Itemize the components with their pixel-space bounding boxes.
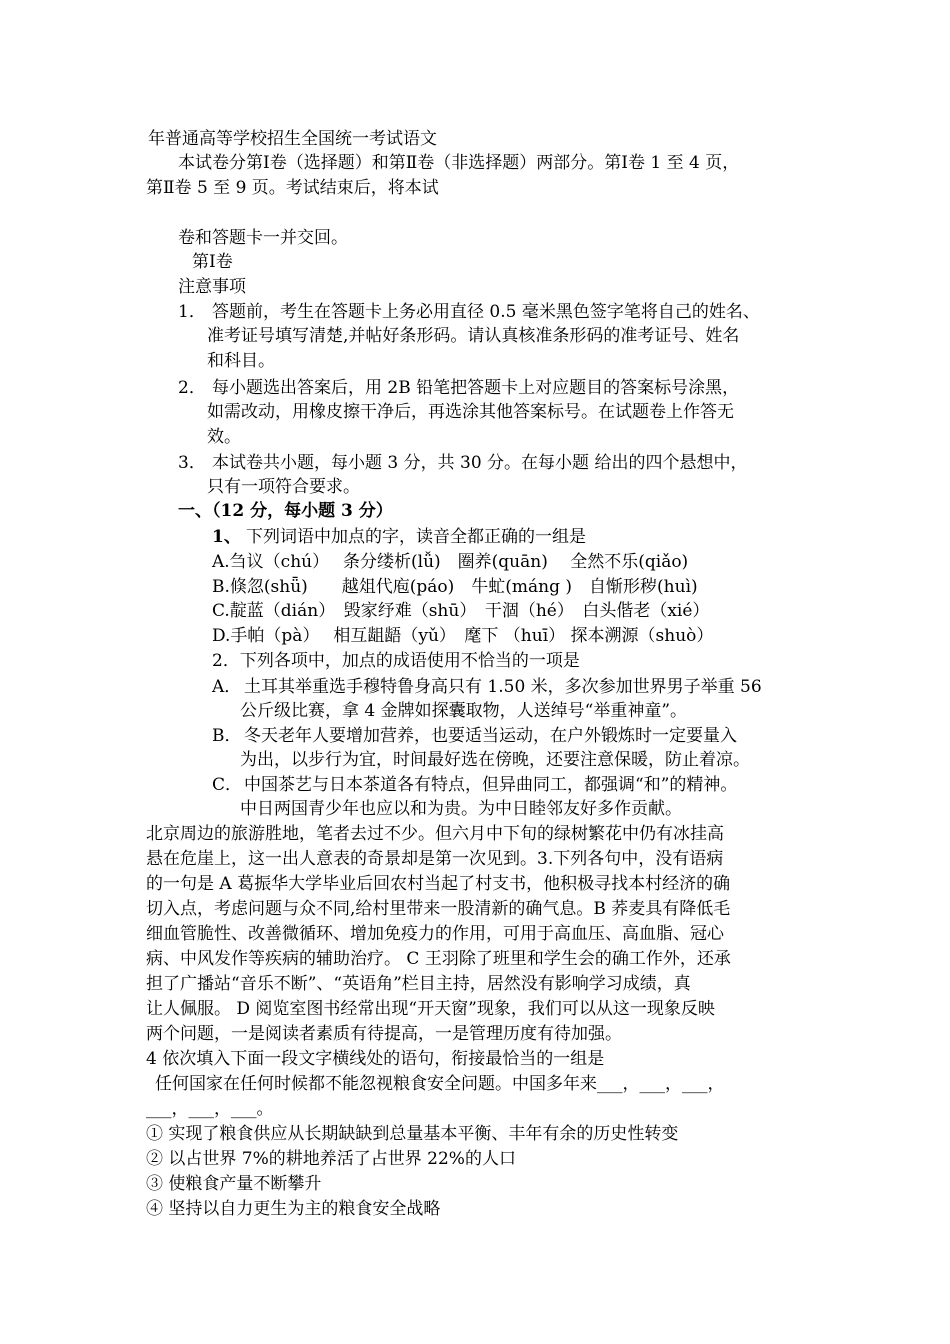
q2-option-a-line-2: 公斤级比赛，拿 4 金牌如探囊取物，人送绰号“举重神童”。 <box>240 701 688 721</box>
q1-option-a: A.刍议（chú） 条分缕析(lǚ) 圈养(quān) 全然不乐(qiǎo) <box>212 552 689 572</box>
volume-title: 第Ⅰ卷 <box>192 252 233 272</box>
exam-title: 年普通高等学校招生全国统一考试语文 <box>148 129 437 149</box>
note-3-line-1: 本试卷共小题，每小题 3 分，共 30 分。在每小题 给出的四个悬想中， <box>212 453 748 473</box>
notes-title: 注意事项 <box>178 277 246 297</box>
note-3-line-2: 只有一项符合要求。 <box>207 477 360 497</box>
q2-option-c-label: C． <box>212 775 243 795</box>
paragraph-line-4: 切入点，考虑问题与众不同,给村里带来一股清新的确气息。B 荞麦具有降低毛 <box>146 899 731 919</box>
note-2-line-2: 如需改动，用橡皮擦干净后，再选涂其他答案标号。在试题卷上作答无 <box>207 402 734 422</box>
q2-option-c-line-1: 中国茶艺与日本茶道各有特点，但异曲同工，都强调“和”的精神。 <box>244 775 738 795</box>
q2-option-a-label: A． <box>212 677 242 697</box>
paragraph-line-5: 细血管脆性、改善微循环、增加免疫力的作用，可用于高血压、高血脂、冠心 <box>146 924 724 944</box>
q1-option-d: D.手帕（pà） 相互龃龉（yǔ） 麾下 （huī） 探本溯源（shuò） <box>212 626 714 646</box>
q4-item-2: ② 以占世界 7%的耕地养活了占世界 22%的人口 <box>146 1149 516 1169</box>
q2-option-c-line-2: 中日两国青少年也应以和为贵。为中日睦邻友好多作贡献。 <box>240 799 682 819</box>
q1-number: 1、 <box>212 527 241 547</box>
paragraph-line-3: 的一句是 A 葛振华大学毕业后回农村当起了村支书，他积极寻找本村经济的确 <box>146 874 731 894</box>
note-1-line-2: 准考证号填写清楚,并帖好条形码。请认真核准条形码的准考证号、姓名 <box>207 326 740 346</box>
q2-option-b-label: B． <box>212 726 242 746</box>
q2-stem: 2．下列各项中，加点的成语使用不恰当的一项是 <box>212 651 580 671</box>
paragraph-line-7: 担了广播站“音乐不断”、“英语角”栏目主持，居然没有影响学习成绩，真 <box>146 974 691 994</box>
note-2-number: 2． <box>178 378 206 398</box>
q2-option-a-line-1: 土耳其举重选手穆特鲁身高只有 1.50 米，多次参加世界男子举重 56 <box>244 677 762 697</box>
q4-passage-line-2: ___，___，___。 <box>146 1099 274 1119</box>
q4-item-3: ③ 使粮食产量不断攀升 <box>146 1174 322 1194</box>
q1-stem: 下列词语中加点的字，读音全都正确的一组是 <box>246 527 586 547</box>
paragraph-line-6: 病、中风发作等疾病的辅助治疗。 C 王羽除了班里和学生会的确工作外，还承 <box>146 949 731 969</box>
note-2-line-1: 每小题选出答案后，用 2B 铅笔把答题卡上对应题目的答案标号涂黑， <box>212 378 740 398</box>
paragraph-line-1: 北京周边的旅游胜地，笔者去过不少。但六月中下旬的绿树繁花中仍有冰挂高 <box>146 824 724 844</box>
q4-stem: 4 依次填入下面一段文字横线处的语句，衔接最恰当的一组是 <box>146 1049 605 1069</box>
section-1-title: 一、（12 分，每小题 3 分） <box>178 501 393 521</box>
q4-passage-line-1: 任何国家在任何时候都不能忽视粮食安全问题。中国多年来___，___，___， <box>155 1074 725 1094</box>
q4-item-4: ④ 坚持以自力更生为主的粮食安全战略 <box>146 1199 441 1219</box>
note-1-line-3: 和科目。 <box>207 351 275 371</box>
intro-line-2: 第Ⅱ卷 5 至 9 页。考试结束后，将本试 <box>146 178 439 198</box>
paragraph-line-9: 两个问题，一是阅读者素质有待提高，一是管理历度有待加强。 <box>146 1024 622 1044</box>
q2-option-b-line-1: 冬天老年人要增加营养，也要适当运动，在户外锻炼时一定要量入 <box>244 726 737 746</box>
paragraph-line-8: 让人佩服。 D 阅览室图书经常出现“开天窗”现象，我们可以从这一现象反映 <box>146 999 715 1019</box>
q1-option-b: B.倏忽(shǖ) 越俎代庖(páo) 牛虻(máng ) 自惭形秽(huì) <box>212 577 698 597</box>
note-1-line-1: 答题前，考生在答题卡上务必用直径 0.5 毫米黑色签字笔将自己的姓名、 <box>212 302 760 322</box>
note-1-number: 1． <box>178 302 206 322</box>
q2-option-b-line-2: 为出，以步行为宜，时间最好选在傍晚，还要注意保暖，防止着凉。 <box>240 750 750 770</box>
paragraph-line-2: 悬在危崖上，这一出人意表的奇景却是第一次见到。3.下列各句中，没有语病 <box>146 849 724 869</box>
q4-item-1: ① 实现了粮食供应从长期缺缺到总量基本平衡、丰年有余的历史性转变 <box>146 1124 679 1144</box>
note-2-line-3: 效。 <box>207 427 241 447</box>
q1-option-c: C.靛蓝（dián） 毁家纾难（shū） 干涸（hé） 白头偕老（xié） <box>212 601 710 621</box>
intro-line-3: 卷和答题卡一并交回。 <box>178 228 348 248</box>
intro-line-1: 本试卷分第Ⅰ卷（选择题）和第Ⅱ卷（非选择题）两部分。第Ⅰ卷 1 至 4 页， <box>178 153 740 173</box>
note-3-number: 3． <box>178 453 206 473</box>
